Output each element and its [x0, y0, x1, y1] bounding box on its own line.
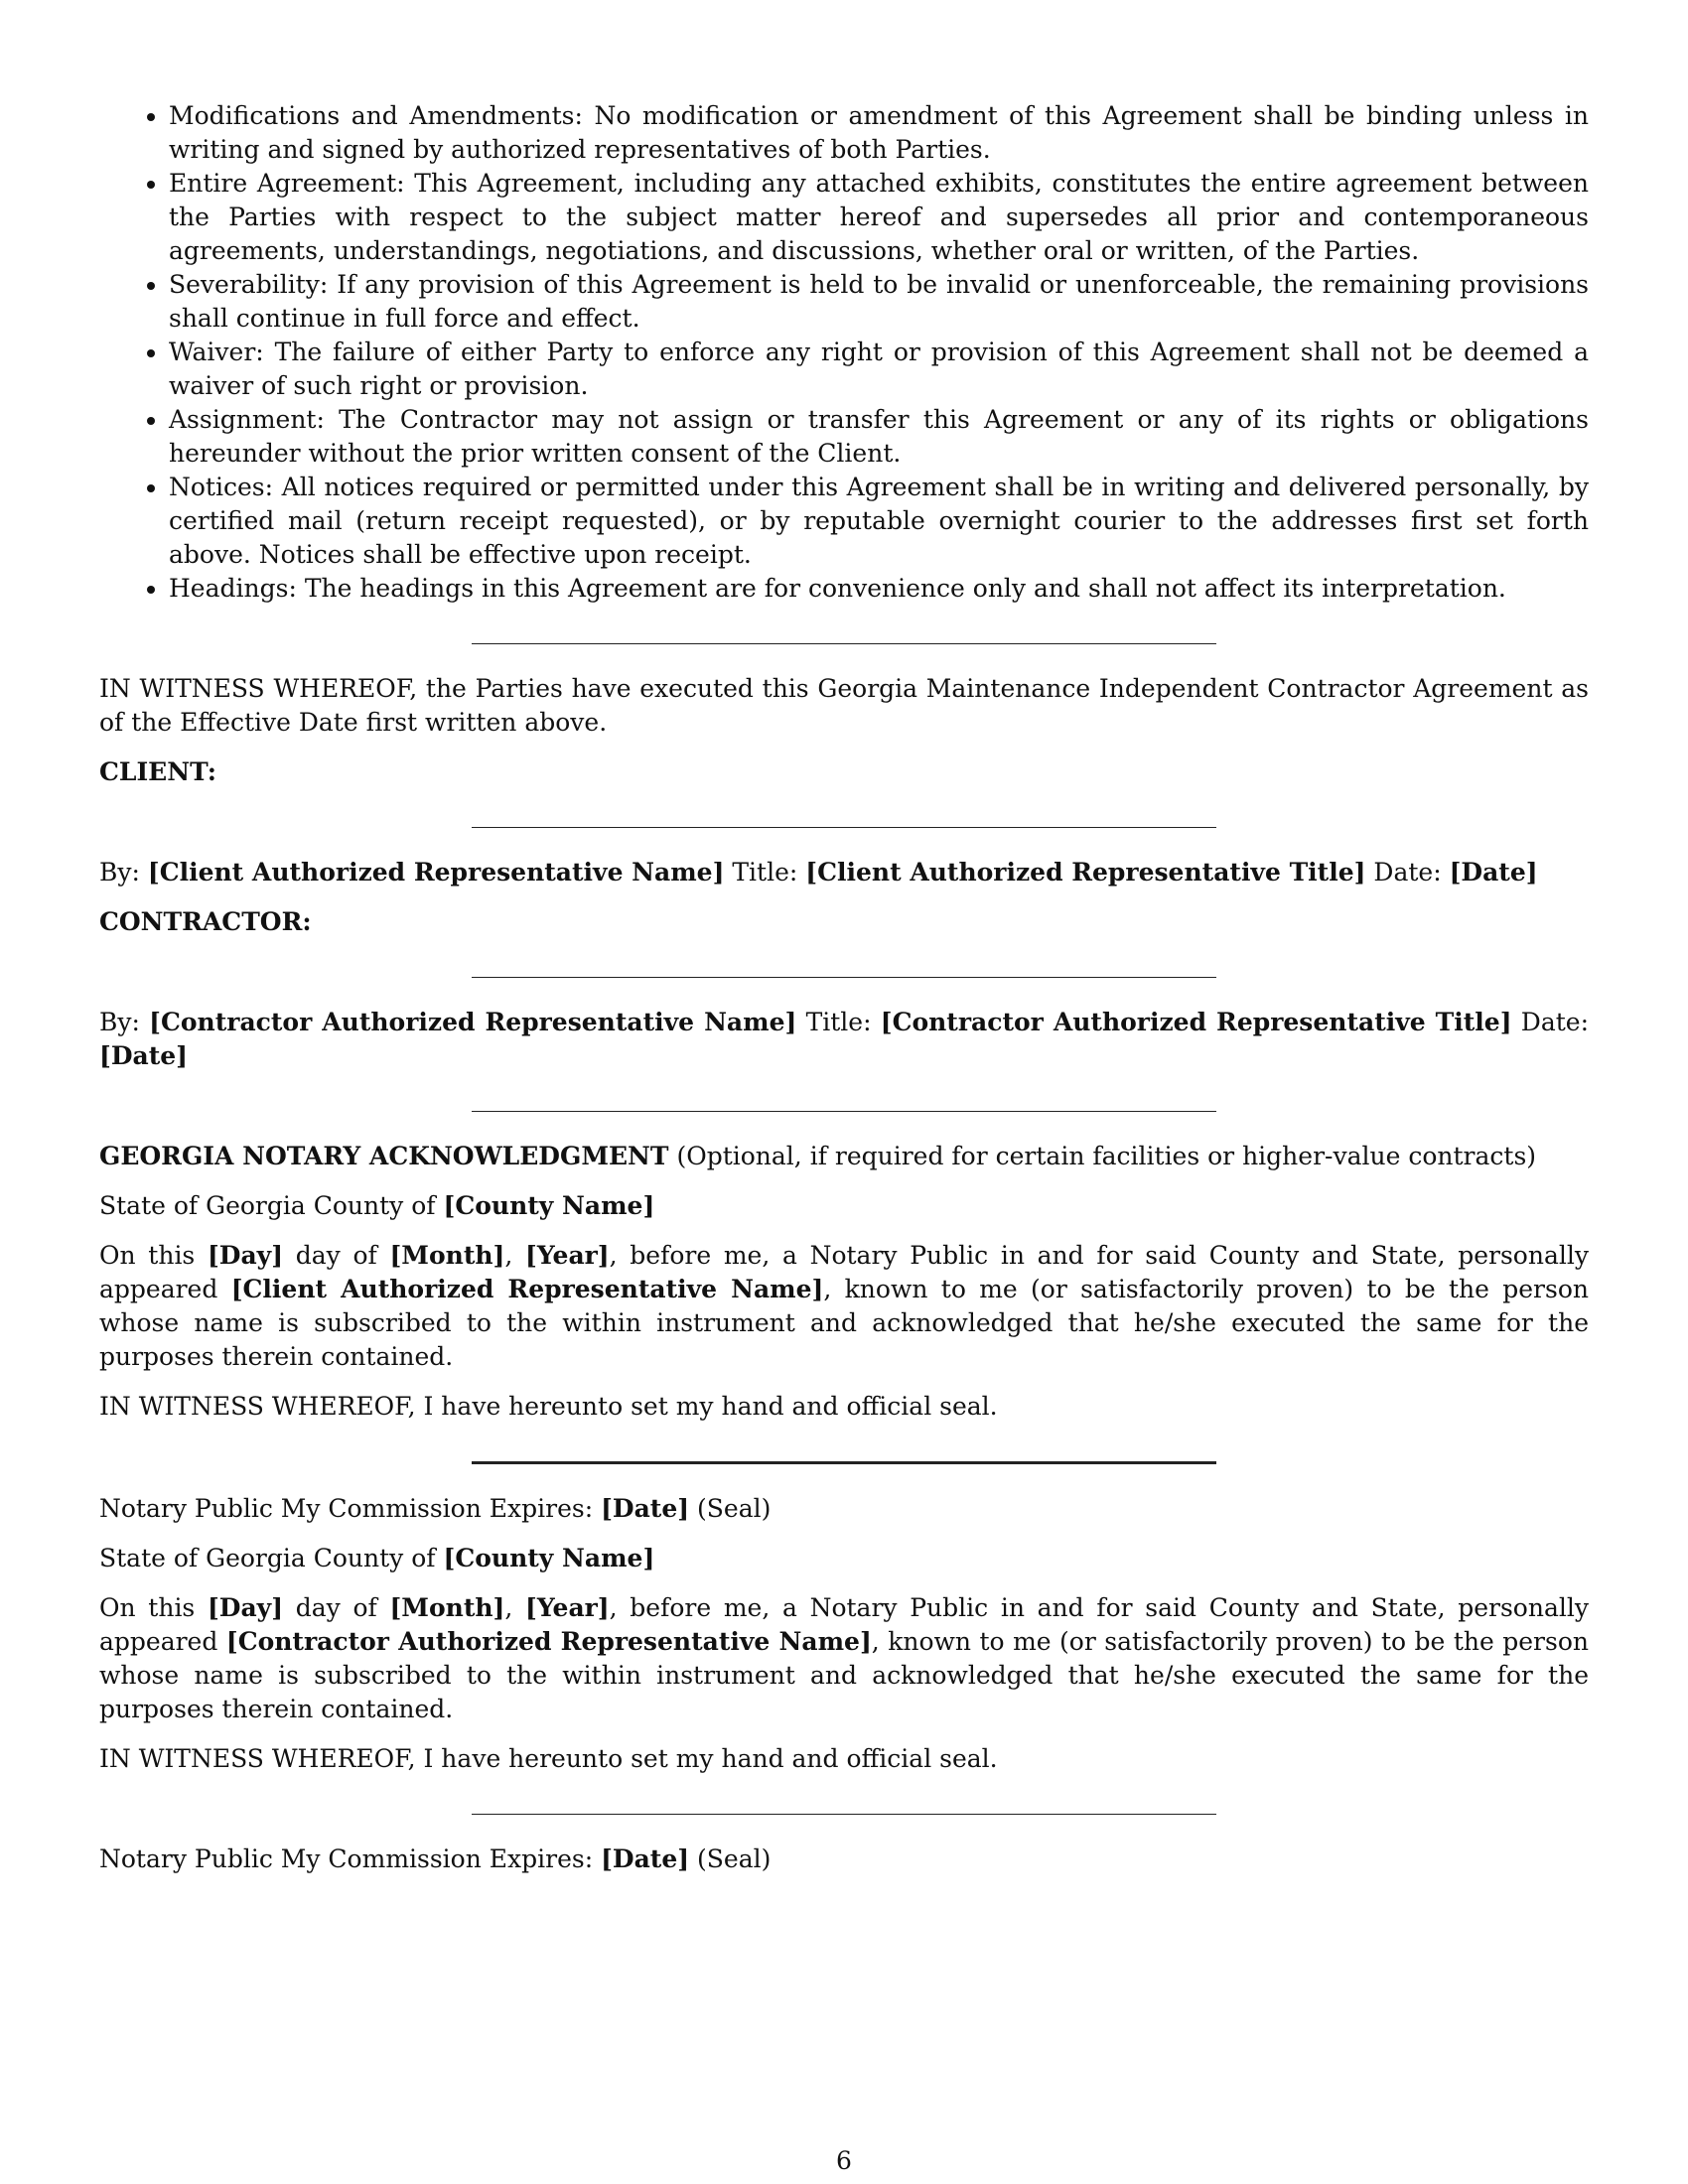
state-label: State of Georgia County of — [99, 1191, 436, 1220]
notary-acknowledgment: On this [Day] day of [Month], [Year], before me, a Notary Public in and for said County and State, personally appeared [Contractor Authorized Representative Name], known to me (or satisfactorily proven) to be the person whose name is subscribed to the within instrument and acknowledged that he/she executed the same for the purposes therein contained. — [99, 1593, 1589, 1723]
client-signature-line[interactable] — [472, 827, 1216, 828]
list-item: • Severability: If any provision of this Agreement is held to be invalid or unenforceable, the remaining provisions shall continue in full force and effect. — [169, 268, 1589, 336]
notary-expires — [99, 1843, 1589, 1876]
month: [Month] — [389, 1593, 505, 1622]
provision-text: If any provision of this Agreement is held to be invalid or unenforceable, the remaining provisions shall continue in full force and effect. — [169, 270, 1589, 333]
day: [Day] — [207, 1593, 284, 1622]
known-text: , known to me (or satisfactorily proven) to be the person whose name is subscribed to the within instrument and acknowledged that he/she executed the same for the purposes therein contained. — [99, 1627, 1589, 1723]
witness-statement: IN WITNESS WHEREOF, the Parties have executed this Georgia Maintenance Independent Contractor Agreement as of the Effective Date first written above. — [99, 674, 1589, 737]
client-date: [Date] — [1449, 858, 1538, 887]
year: [Year] — [525, 1241, 610, 1270]
title-label: Title: — [732, 858, 798, 887]
seal: (Seal) — [697, 1844, 772, 1873]
notary-state-county — [99, 1542, 1589, 1575]
notary-heading — [99, 1140, 1589, 1173]
expires-label: Notary Public My Commission Expires: — [99, 1844, 594, 1873]
date-label: Date: — [1520, 1008, 1589, 1036]
before-me: , before me, a Notary Public in and for said County and State, personally appeared — [99, 1241, 1589, 1303]
known-text: , known to me (or satisfactorily proven) to be the person whose name is subscribed to the within instrument and acknowledged that he/she executed the same for the purposes therein contained. — [99, 1275, 1589, 1371]
page-number: 6 — [836, 2146, 852, 2175]
notary-state-county — [99, 1189, 1589, 1223]
client-rep-name: [Client Authorized Representative Name] — [147, 858, 725, 887]
contractor-rep-title: [Contractor Authorized Representative Title] — [880, 1008, 1512, 1036]
contractor-rep-name: [Contractor Authorized Representative Name] — [149, 1008, 797, 1036]
list-item: • Modifications and Amendments: No modification or amendment of this Agreement shall be binding unless in writing and signed by authorized representatives of both Parties. — [169, 99, 1589, 167]
notary-title: GEORGIA NOTARY ACKNOWLEDGMENT — [99, 1142, 669, 1170]
notary-signature-line[interactable] — [472, 1814, 1216, 1815]
provision-text: The Contractor may not assign or transfer this Agreement or any of its rights or obligations hereunder without the prior written consent of the Client. — [169, 405, 1589, 468]
contractor-heading: CONTRACTOR: — [99, 907, 312, 936]
by-label: By: — [99, 858, 140, 887]
on-this: On this — [99, 1241, 196, 1270]
title-label: Title: — [805, 1008, 872, 1036]
list-item: • Assignment: The Contractor may not assign or transfer this Agreement or any of its rights or obligations hereunder without the prior written consent of the Client. — [169, 403, 1589, 471]
notary-signature-line[interactable] — [472, 1461, 1216, 1464]
provision-name: Waiver — [169, 338, 256, 366]
county-name: [County Name] — [443, 1191, 655, 1220]
date-label: Date: — [1373, 858, 1442, 887]
document-page — [99, 99, 1589, 1892]
list-item: • Waiver: The failure of either Party to enforce any right or provision of this Agreement shall not be deemed a waiver of such right or provision. — [169, 336, 1589, 403]
notary-witness: IN WITNESS WHEREOF, I have hereunto set my hand and official seal. — [99, 1392, 998, 1421]
client-signature-block — [99, 856, 1589, 889]
before-me: , before me, a Notary Public in and for said County and State, personally appeared — [99, 1593, 1589, 1656]
expires-label: Notary Public My Commission Expires: — [99, 1494, 594, 1523]
client-heading: CLIENT: — [99, 757, 217, 786]
provisions-list — [99, 99, 1589, 606]
provision-text: The headings in this Agreement are for convenience only and shall not affect its interpretation. — [304, 574, 1506, 603]
provision-name: Entire Agreement — [169, 169, 397, 198]
notary-acknowledgment: On this [Day] day of [Month], [Year], before me, a Notary Public in and for said County and State, personally appeared [Client Authorized Representative Name], known to me (or satisfactorily proven) to be the person whose name is subscribed to the within instrument and acknowledged that he/she executed the same for the purposes therein contained. — [99, 1241, 1589, 1371]
notary-witness: IN WITNESS WHEREOF, I have hereunto set my hand and official seal. — [99, 1744, 998, 1773]
client-rep-title: [Client Authorized Representative Title] — [805, 858, 1366, 887]
contractor-signature-block — [99, 1006, 1589, 1073]
provision-text: All notices required or permitted under this Agreement shall be in writing and delivered personally, by certified mail (return receipt requested), or by reputable overnight courier to the addresses first set forth above. Notices shall be effective upon receipt. — [169, 473, 1589, 569]
on-this: On this — [99, 1593, 196, 1622]
day-of: day of — [295, 1593, 377, 1622]
provision-text: The failure of either Party to enforce any right or provision of this Agreement shall not be deemed a waiver of such right or provision. — [169, 338, 1589, 400]
provision-name: Modifications and Amendments — [169, 101, 575, 130]
provision-text: No modification or amendment of this Agreement shall be binding unless in writing and signed by authorized representatives of both Parties. — [169, 101, 1590, 164]
divider — [472, 643, 1216, 644]
provision-name: Notices — [169, 473, 265, 501]
expires-date: [Date] — [601, 1844, 690, 1873]
provision-text: This Agreement, including any attached exhibits, constitutes the entire agreement between the Parties with respect to the subject matter hereof and supersedes all prior and contemporaneous agreements, understandings, negotiations, and discussions, whether oral or written, of the Parties. — [169, 169, 1589, 265]
list-item: • Notices: All notices required or permitted under this Agreement shall be in writing and delivered personally, by certified mail (return receipt requested), or by reputable overnight courier to the addresses first set forth above. Notices shall be effective upon receipt. — [169, 471, 1589, 572]
list-item: • Entire Agreement: This Agreement, including any attached exhibits, constitutes the entire agreement between the Parties with respect to the subject matter hereof and supersedes all prior and contemporaneous agreements, understandings, negotiations, and discussions, whether oral or written, of the Parties. — [169, 167, 1589, 268]
provision-name: Headings — [169, 574, 289, 603]
list-item: • Headings: The headings in this Agreement are for convenience only and shall not affect its interpretation. — [169, 572, 1589, 606]
month: [Month] — [389, 1241, 505, 1270]
provision-name: Assignment — [169, 405, 317, 434]
divider — [472, 1111, 1216, 1112]
state-label: State of Georgia County of — [99, 1544, 436, 1572]
expires-date: [Date] — [601, 1494, 690, 1523]
notary-expires — [99, 1492, 1589, 1526]
contractor-signature-line[interactable] — [472, 977, 1216, 978]
day: [Day] — [207, 1241, 284, 1270]
year: [Year] — [525, 1593, 610, 1622]
rep-name: [Client Authorized Representative Name] — [230, 1275, 824, 1303]
contractor-date: [Date] — [99, 1041, 188, 1070]
county-name: [County Name] — [443, 1544, 655, 1572]
seal: (Seal) — [697, 1494, 772, 1523]
provision-name: Severability — [169, 270, 320, 299]
day-of: day of — [295, 1241, 377, 1270]
notary-note: (Optional, if required for certain facilities or higher-value contracts) — [676, 1142, 1537, 1170]
by-label: By: — [99, 1008, 140, 1036]
rep-name: [Contractor Authorized Representative Name] — [225, 1627, 872, 1656]
